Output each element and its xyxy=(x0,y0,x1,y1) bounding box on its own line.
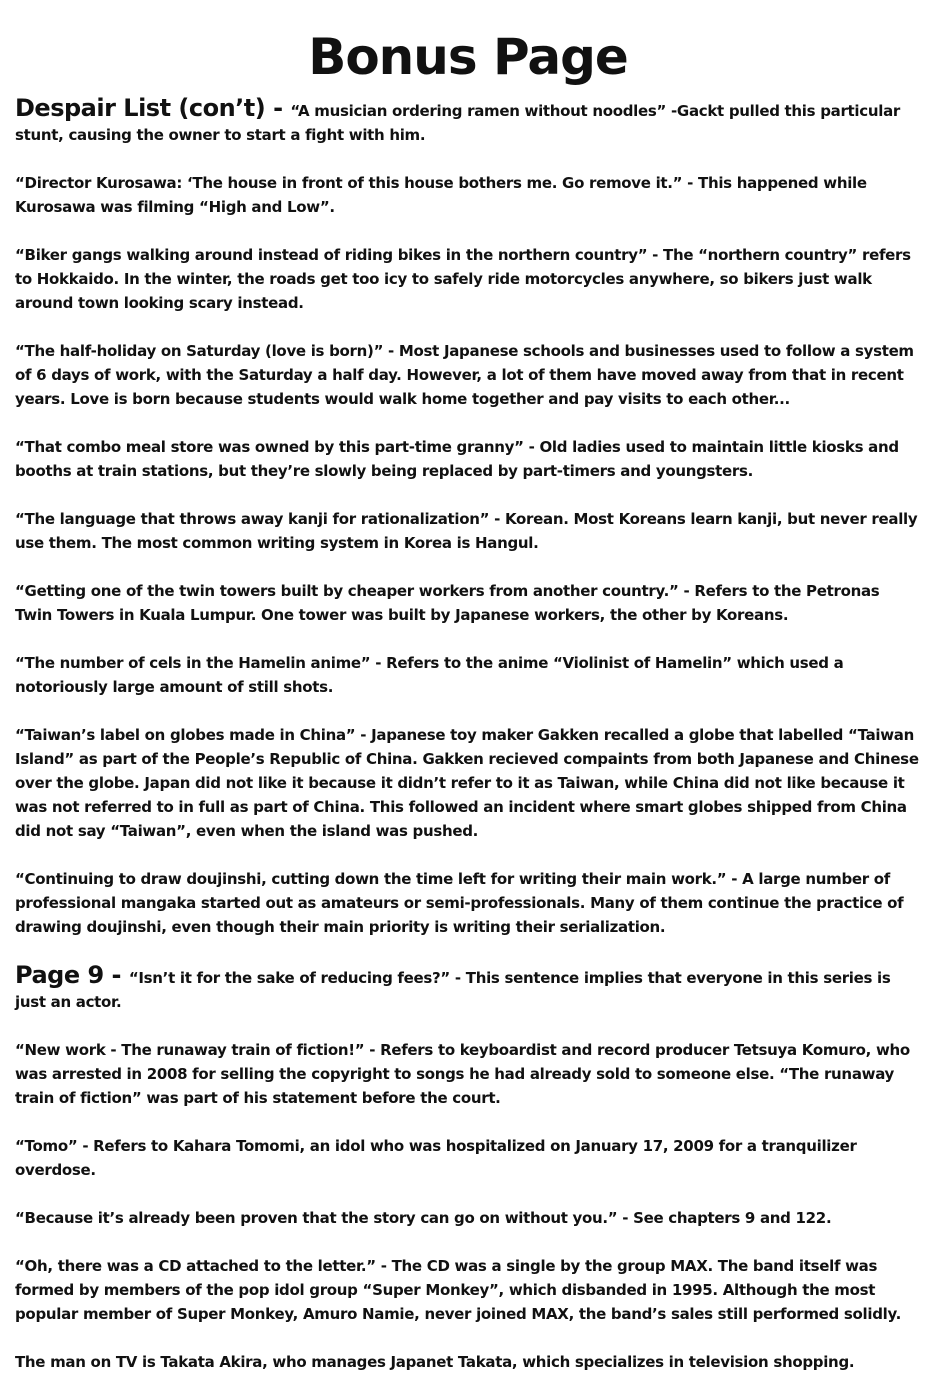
page9-note: “Tomo” - Refers to Kahara Tomomi, an idol who was hospitalized on January 17, 2009 for a tranquilizer overdose. xyxy=(15,1137,857,1179)
despair-note: “Getting one of the twin towers built by cheaper workers from another country.” - Refers to the Petronas Twin Towers in Kuala Lumpur. One tower was built by Japanese workers, the other by Koreans. xyxy=(15,582,880,624)
despair-list-intro-text: “A musician ordering ramen without noodles” -Gackt pulled this particular stunt, causing the owner to start a fight with him. xyxy=(15,102,900,144)
page9-note: “Oh, there was a CD attached to the letter.” - The CD was a single by the group MAX. The band itself was formed by members of the pop idol group “Super Monkey”, which disbanded in 1995. Although the most popular member of Super Monkey, Amuro Namie, never joined MAX, the band’s sales still performed solidly. xyxy=(15,1257,902,1323)
page9-intro xyxy=(15,963,921,1014)
page9-note: The man on TV is Takata Akira, who manages Japanet Takata, which specializes in television shopping. xyxy=(15,1353,855,1371)
despair-note: “That combo meal store was owned by this part-time granny” - Old ladies used to maintain little kiosks and booths at train stations, but they’re slowly being replaced by part-timers and youngsters. xyxy=(15,438,899,480)
page9-intro-text: “Isn’t it for the sake of reducing fees?” - This sentence implies that everyone in this series is just an actor. xyxy=(15,969,891,1011)
despair-note: “Biker gangs walking around instead of riding bikes in the northern country” - The “northern country” refers to Hokkaido. In the winter, the roads get too icy to safely ride motorcycles anywhere, so bikers just walk around town looking scary instead. xyxy=(15,246,911,312)
page9-heading: Page 9 - xyxy=(15,961,129,989)
despair-note: “The language that throws away kanji for rationalization” - Korean. Most Koreans learn kanji, but never really use them. The most common writing system in Korea is Hangul. xyxy=(15,510,918,552)
page-title: Bonus Page xyxy=(308,28,628,86)
despair-note: “The half-holiday on Saturday (love is born)” - Most Japanese schools and businesses used to follow a system of 6 days of work, with the Saturday a half day. However, a lot of them have moved away from that in recent years. Love is born because students would walk home together and pay visits to each other... xyxy=(15,342,914,408)
despair-list-heading: Despair List (con’t) - xyxy=(15,94,291,122)
page9-note: “Because it’s already been proven that the story can go on without you.” - See chapters 9 and 122. xyxy=(15,1209,832,1227)
despair-note: “Continuing to draw doujinshi, cutting down the time left for writing their main work.” - A large number of professional mangaka started out as amateurs or semi-professionals. Many of them continue the practice of drawing doujinshi, even though their main priority is writing their serialization. xyxy=(15,870,904,936)
despair-note: “Taiwan’s label on globes made in China” - Japanese toy maker Gakken recalled a globe that labelled “Taiwan Island” as part of the People’s Republic of China. Gakken recieved compaints from both Japanese and Chinese over the globe. Japan did not like it because it didn’t refer to it as Taiwan, while China did not like because it was not referred to in full as part of China. This followed an incident where smart globes shipped from China did not say “Taiwan”, even when the island was pushed. xyxy=(15,726,919,840)
despair-note: “The number of cels in the Hamelin anime” - Refers to the anime “Violinist of Hamelin” which used a notoriously large amount of still shots. xyxy=(15,654,844,696)
page9-note: “New work - The runaway train of fiction!” - Refers to keyboardist and record producer Tetsuya Komuro, who was arrested in 2008 for selling the copyright to songs he had already sold to someone else. “The runaway train of fiction” was part of his statement before the court. xyxy=(15,1041,910,1107)
despair-list-intro xyxy=(15,96,921,147)
despair-note: “Director Kurosawa: ‘The house in front of this house bothers me. Go remove it.” - This happened while Kurosawa was filming “High and Low”. xyxy=(15,174,867,216)
